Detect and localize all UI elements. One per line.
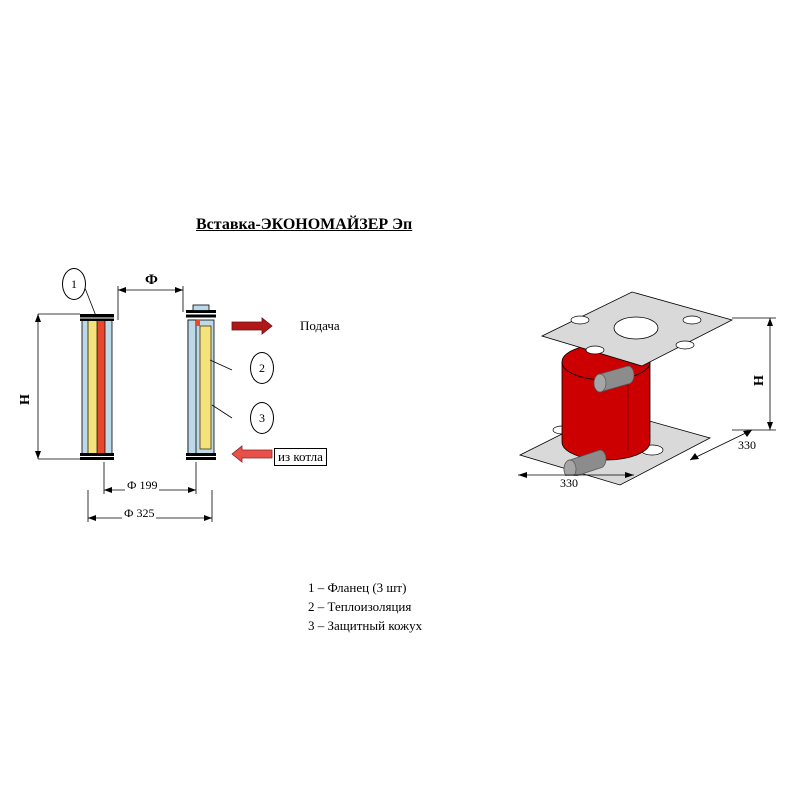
callout-2 xyxy=(250,352,274,384)
outer-diameter-label: Ф 325 xyxy=(124,506,155,520)
height-dimension-label: Н xyxy=(18,394,33,405)
isometric-svg xyxy=(500,290,800,510)
return-label: из котла xyxy=(274,448,327,466)
iso-height-label: Н xyxy=(752,375,767,386)
callout-1-label: 1 xyxy=(71,276,77,291)
iso-depth-label: 330 xyxy=(738,438,756,452)
callout-3 xyxy=(250,402,274,434)
callout-2-label: 2 xyxy=(259,360,265,375)
legend-item: 3 – Защитный кожух xyxy=(308,618,423,633)
page-title: Вставка-ЭКОНОМАЙЗЕР Эп xyxy=(196,216,413,233)
return-arrow xyxy=(232,446,272,462)
cross-section-view xyxy=(0,250,360,550)
supply-arrow xyxy=(232,318,272,334)
legend-item: 2 – Теплоизоляция xyxy=(308,599,412,614)
callout-3-label: 3 xyxy=(259,410,265,425)
supply-label: Подача xyxy=(300,318,340,333)
cross-section-svg xyxy=(0,250,360,550)
inner-diameter-label: Ф 199 xyxy=(127,478,158,492)
callout-1 xyxy=(62,268,86,300)
legend xyxy=(308,578,422,635)
isometric-view xyxy=(500,290,800,510)
width-dimension-label: Ф xyxy=(145,272,158,288)
iso-width-label: 330 xyxy=(560,476,578,490)
legend-item: 1 – Фланец (3 шт) xyxy=(308,580,407,595)
